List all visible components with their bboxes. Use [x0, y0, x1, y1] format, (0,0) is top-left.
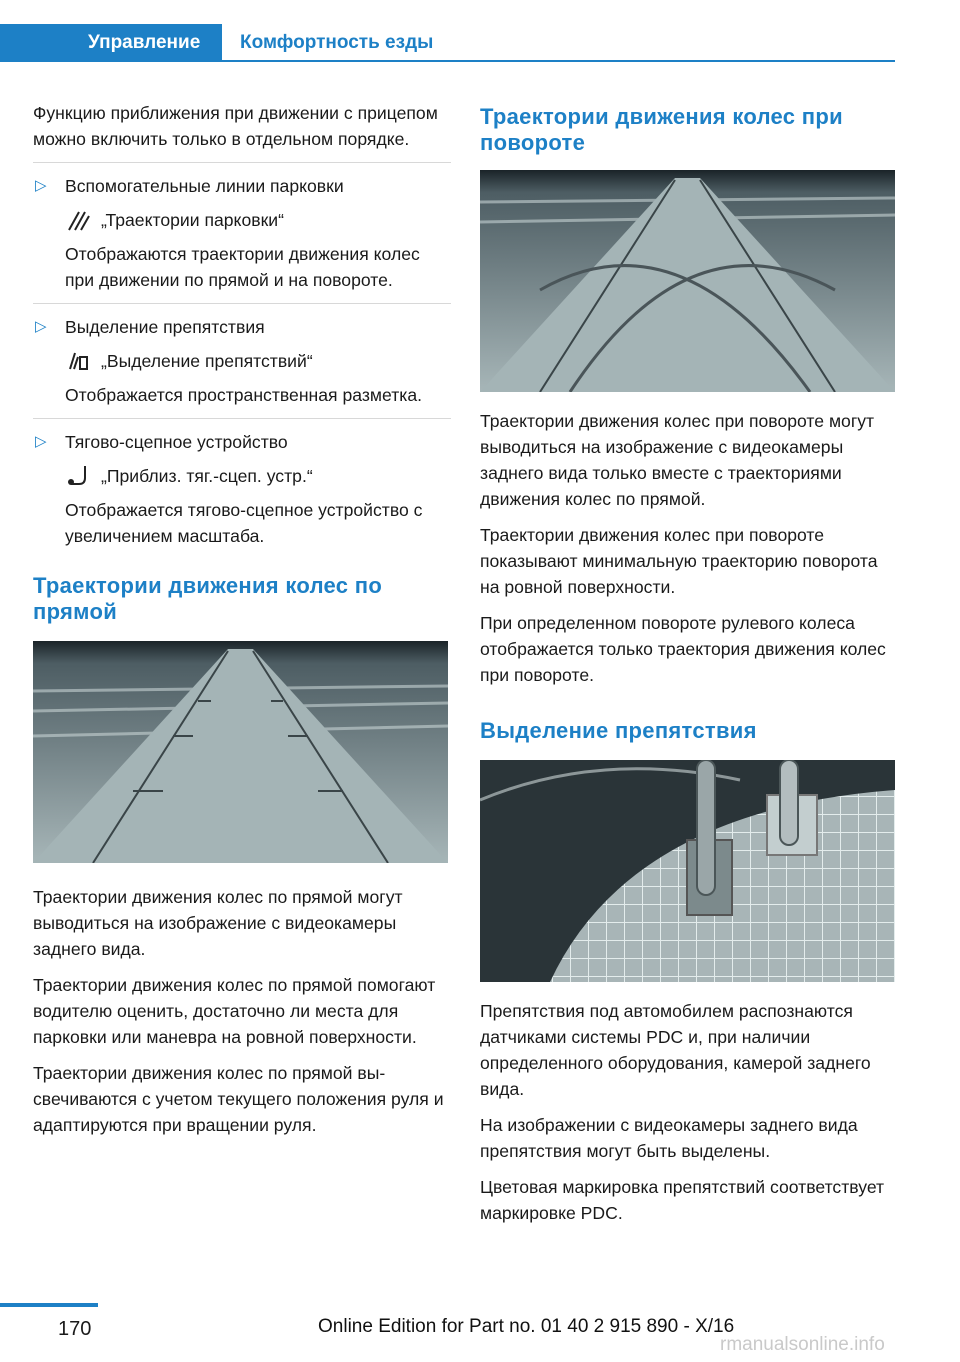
divider	[33, 418, 451, 419]
left-column	[33, 100, 451, 1148]
turning-trajectory-image	[480, 170, 895, 392]
item-description: Отображается пространственная разметка.	[65, 385, 423, 405]
edition-text: Online Edition for Part no. 01 40 2 915 890 - X/16	[318, 1316, 735, 1337]
straight-trajectory-image	[33, 641, 448, 863]
divider	[33, 303, 451, 304]
bullet-triangle-icon: ▷	[35, 177, 47, 194]
item-title: Тягово-сцепное устройство	[65, 432, 288, 452]
section-heading-straight: Траектории движения колес по прямой	[33, 573, 383, 624]
item-description: Отображаются траектории движения колес при движении по прямой и на повороте.	[65, 244, 420, 290]
item-title: Выделение препятствия	[65, 317, 265, 337]
section-heading-turning: Траектории движения колес при повороте	[480, 104, 843, 155]
tab-driving-comfort[interactable]: Комфортность езды	[240, 32, 434, 53]
menu-item-label: „Выделение препятствий“	[101, 351, 313, 371]
paragraph: Траектории движения колес по прямой помогают водителю оценить, достаточно ли места для парковки или маневра на ровной поверхности.	[33, 975, 436, 1047]
watermark: rmanualsonline.info	[720, 1334, 885, 1355]
menu-item-label: „Траектории парковки“	[101, 210, 284, 230]
page-number: 170	[58, 1318, 92, 1340]
tow-hitch-icon	[65, 464, 91, 488]
intro-text: Функцию приближения при движении с прицепом можно включить только в отдельном порядке.	[33, 103, 438, 149]
footer-accent-bar	[0, 1303, 98, 1307]
right-column	[480, 104, 896, 1236]
paragraph: Цветовая маркировка препятствий соответствует маркировке PDC.	[480, 1177, 885, 1223]
paragraph: На изображении с видеокамеры заднего вида препятствия могут быть выделены.	[480, 1115, 858, 1161]
list-item	[33, 314, 451, 408]
header-tabs	[0, 24, 895, 62]
list-item	[33, 173, 451, 293]
paragraph: Препятствия под автомобилем распознаются датчиками системы PDC и, при наличии определенного оборудования, камерой заднего вида.	[480, 1001, 871, 1099]
divider	[33, 162, 451, 163]
item-title: Вспомогательные линии парковки	[65, 176, 344, 196]
paragraph: Траектории движения колес при повороте показывают минимальную траекторию поворота на ровной поверхности.	[480, 525, 878, 597]
tab-controls[interactable]: Управление	[0, 24, 222, 62]
menu-item-label: „Приблиз. тяг.-сцеп. устр.“	[101, 466, 313, 486]
obstacle-marking-icon	[65, 349, 91, 373]
paragraph: Траектории движения колес по прямой высвечиваются с учетом текущего положения руля и адаптируются при вращении руля.	[33, 1063, 444, 1135]
paragraph: При определенном повороте рулевого колеса отображается только траектория движения колес при повороте.	[480, 613, 886, 685]
paragraph: Траектории движения колес по прямой могут выводиться на изображение с видеокамеры заднего вида.	[33, 887, 403, 959]
header-divider	[222, 60, 895, 62]
item-description: Отображается тягово-сцепное устройство с увеличением масштаба.	[65, 500, 423, 546]
paragraph: Траектории движения колес при повороте могут выводиться на изображение с видеокамеры заднего вида только вместе с траекториями движения колес по прямой.	[480, 411, 875, 509]
bullet-triangle-icon: ▷	[35, 318, 47, 335]
list-item	[33, 429, 451, 549]
parking-lines-icon	[65, 208, 91, 232]
section-heading-obstacle: Выделение препятствия	[480, 718, 757, 743]
bullet-triangle-icon: ▷	[35, 433, 47, 450]
obstacle-marking-image	[480, 760, 895, 982]
